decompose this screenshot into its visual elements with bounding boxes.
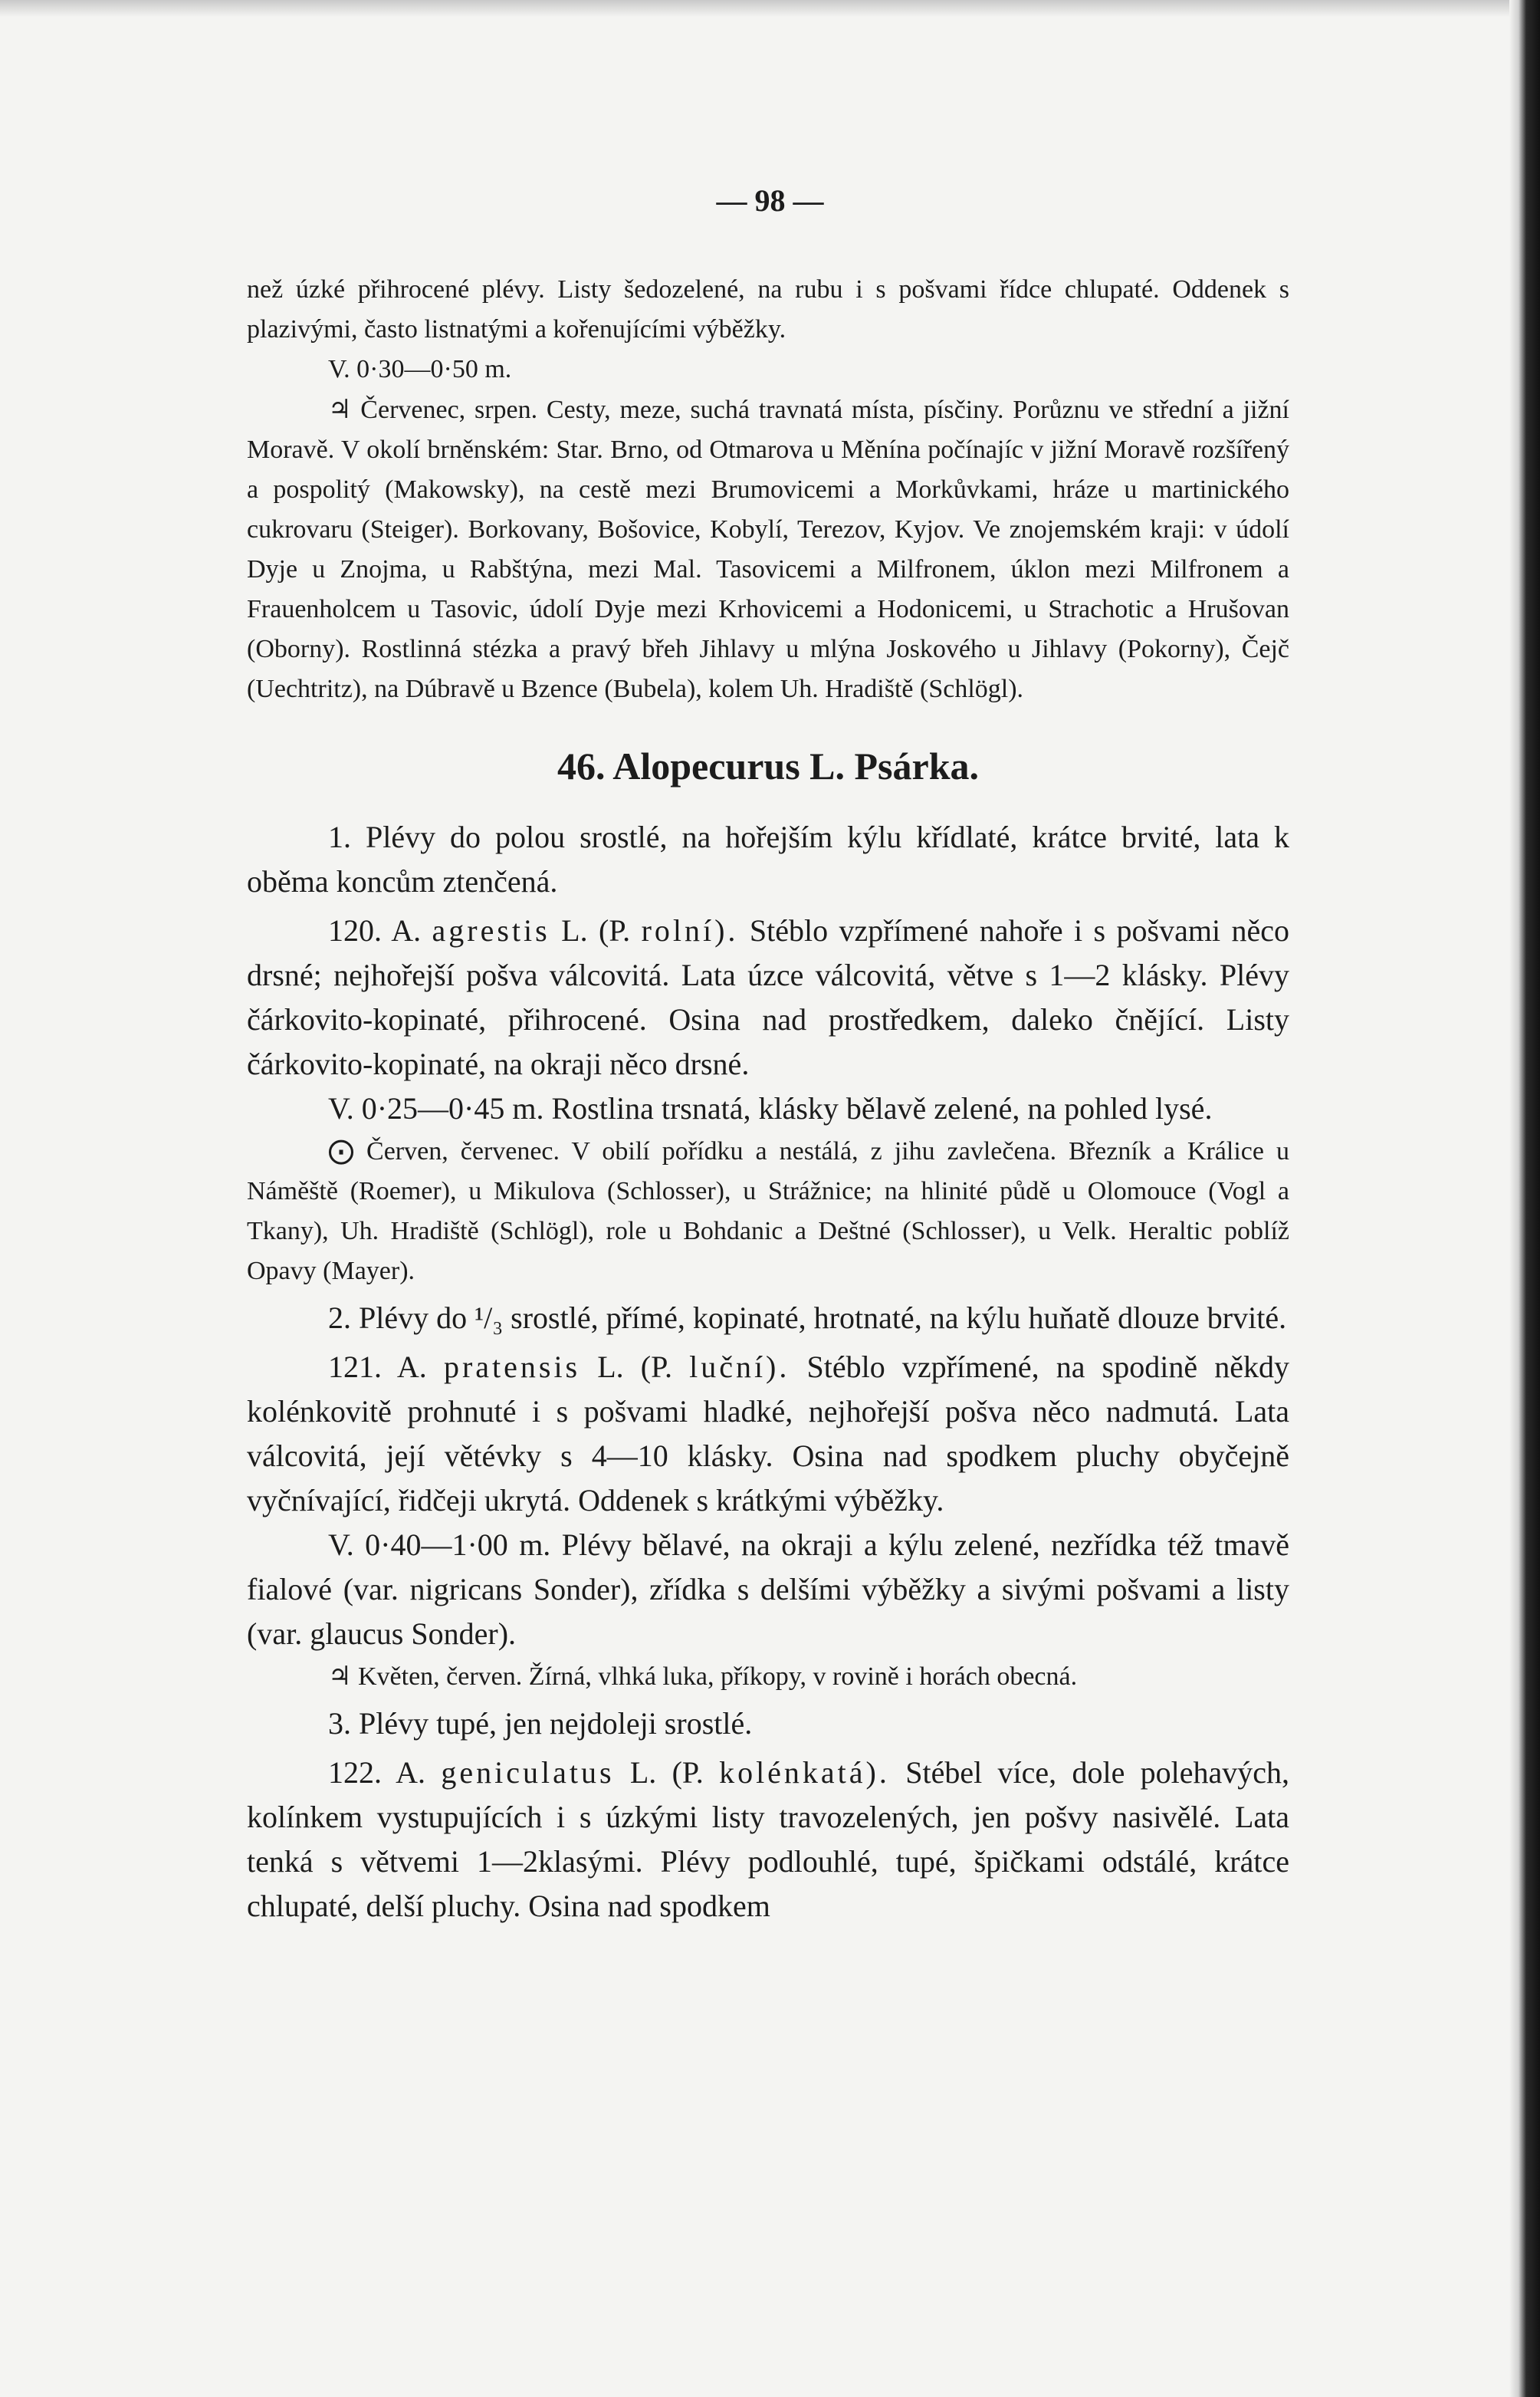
paragraph-size: V. 0·30—0·50 m. — [328, 355, 512, 383]
species-120-czech: rolní). — [641, 913, 739, 948]
species-122-desc: Stébel více, dole polehavých, kolínkem vystupujících i s úzkými listy travozelených, jen pošvy nasivělé. Lata tenká s větvemi 1—2klasými. Plévy podlouhlé, tupé, špičkami odstálé, krátce chlupaté, delší pluchy. Osina nad spodkem — [247, 1755, 1290, 1923]
section-heading: 46. Alopecurus L. Psárka. — [557, 745, 980, 787]
species-120-habitat-text: Červen, červenec. V obilí pořídku a nestálá, z jihu zavlečena. Březník a Králice u Náměště (Roemer), u Mikulova (Schlosser), u Strážnice; na hlinité půdě u Olomouce (Vogl a Tkany), Uh. Hradiště (Schlögl), role u Bohdanic a Deštné (Schlosser), u Velk. Heraltic poblíž Opavy (Mayer). — [247, 1137, 1289, 1285]
paragraph-continuation: než úzké přihrocené plévy. Listy šedozelené, na rubu i s pošvami řídce chlupaté. Oddenek s plazivými, často listnatými a kořenujícími výběžky. — [247, 275, 1289, 344]
page-edge — [1509, 0, 1540, 2397]
species-121-name: pratensis — [443, 1350, 581, 1384]
species-121-author: L. (P. — [597, 1350, 672, 1384]
paragraph-habitat — [247, 390, 1289, 709]
species-120-name: agrestis — [432, 913, 550, 948]
key-item-3: 3. Plévy tupé, jen nejdoleji srostlé. — [328, 1706, 753, 1741]
species-120-number: 120. A. — [328, 913, 422, 948]
species-121-description — [247, 1345, 1289, 1523]
habitat-text: Červenec, srpen. Cesty, meze, suchá travnatá místa, písčiny. Porůznu ve střední a jižní Moravě. V okolí brněnském: Star. Brno, od Otmarova u Měnína počínajíc v jižní Moravě rozšířený a pospolitý (Makowsky), na cestě mezi Brumovicemi a Morkůvkami, hráze u martinického cukrovaru (Steiger). Borkovany, Bošovice, Kobylí, Terezov, Kyjov. Ve znojemském kraji: v údolí Dyje u Znojma, u Rabštýna, mezi Mal. Tasovicemi a Milfronem, úklon mezi Milfronem a Frauenholcem u Tasovic, údolí Dyje mezi Krhovicemi a Hodonicemi, u Strachotic a Hrušovan (Oborny). Rostlinná stézka a pravý břeh Jihlavy u mlýna Joskového u Jihlavy (Pokorny), Čejč (Uechtritz), na Dúbravě u Bzence (Bubela), kolem Uh. Hradiště (Schlögl). — [247, 396, 1289, 703]
species-122-description — [247, 1751, 1289, 1928]
species-121-habitat — [247, 1656, 1289, 1697]
species-121-number: 121. A. — [328, 1350, 427, 1384]
species-121-czech: luční). — [689, 1350, 790, 1384]
key-item-2: 2. Plévy do ¹/₃ srostlé, přímé, kopinaté, hrotnaté, na kýlu huňatě dlouze brvité. — [328, 1300, 1287, 1335]
species-121-desc: Stéblo vzpřímené, na spodině někdy kolénkovitě prohnuté i s pošvami hladké, nejhořejší pošva něco nadmutá. Lata válcovitá, její větévky s 4—10 klásky. Osina nad spodkem pluchy obyčejně vyčnívající, řidčeji ukrytá. Oddenek s krátkými výběžky. — [247, 1350, 1289, 1517]
species-120-author: L. (P. — [561, 913, 631, 948]
species-122-name: geniculatus — [441, 1755, 615, 1790]
page-content — [247, 270, 1289, 1928]
species-121-habitat-text: Květen, červen. Žírná, vlhká luka, příkopy, v rovině i horách obecná. — [357, 1662, 1078, 1691]
perennial-symbol-icon: ♃ — [328, 1661, 352, 1692]
page-top-shadow — [0, 0, 1540, 17]
species-120-size: V. 0·25—0·45 m. Rostlina trsnatá, klásky bělavě zelené, na pohled lysé. — [328, 1091, 1213, 1126]
species-122-czech: kolénkatá). — [719, 1755, 890, 1790]
species-122-author: L. (P. — [629, 1755, 704, 1790]
annual-symbol-icon: ⨀ — [328, 1136, 354, 1166]
species-122-number: 122. A. — [328, 1755, 426, 1790]
species-120-desc: Stéblo vzpřímené nahoře i s pošvami něco drsné; nejhořejší pošva válcovitá. Lata úzce válcovitá, větve s 1—2 klásky. Plévy čárkovito-kopinaté, přihrocené. Osina nad prostředkem, daleko čnějící. Listy čárkovito-kopinaté, na okraji něco drsné. — [247, 913, 1289, 1081]
key-item-1: 1. Plévy do polou srostlé, na hořejším kýlu křídlaté, krátce brvité, lata k oběma koncům ztenčená. — [247, 820, 1289, 899]
perennial-symbol-icon: ♃ — [328, 394, 352, 425]
species-120-description — [247, 909, 1289, 1087]
species-120-habitat — [247, 1131, 1289, 1291]
page-number: — 98 — — [716, 183, 824, 218]
species-121-size: V. 0·40—1·00 m. Plévy bělavé, na okraji a kýlu zelené, nezřídka též tmavě fialové (var. nigricans Sonder), zřídka s delšími výběžky a sivými pošvami a listy (var. glaucus Sonder). — [247, 1527, 1289, 1651]
